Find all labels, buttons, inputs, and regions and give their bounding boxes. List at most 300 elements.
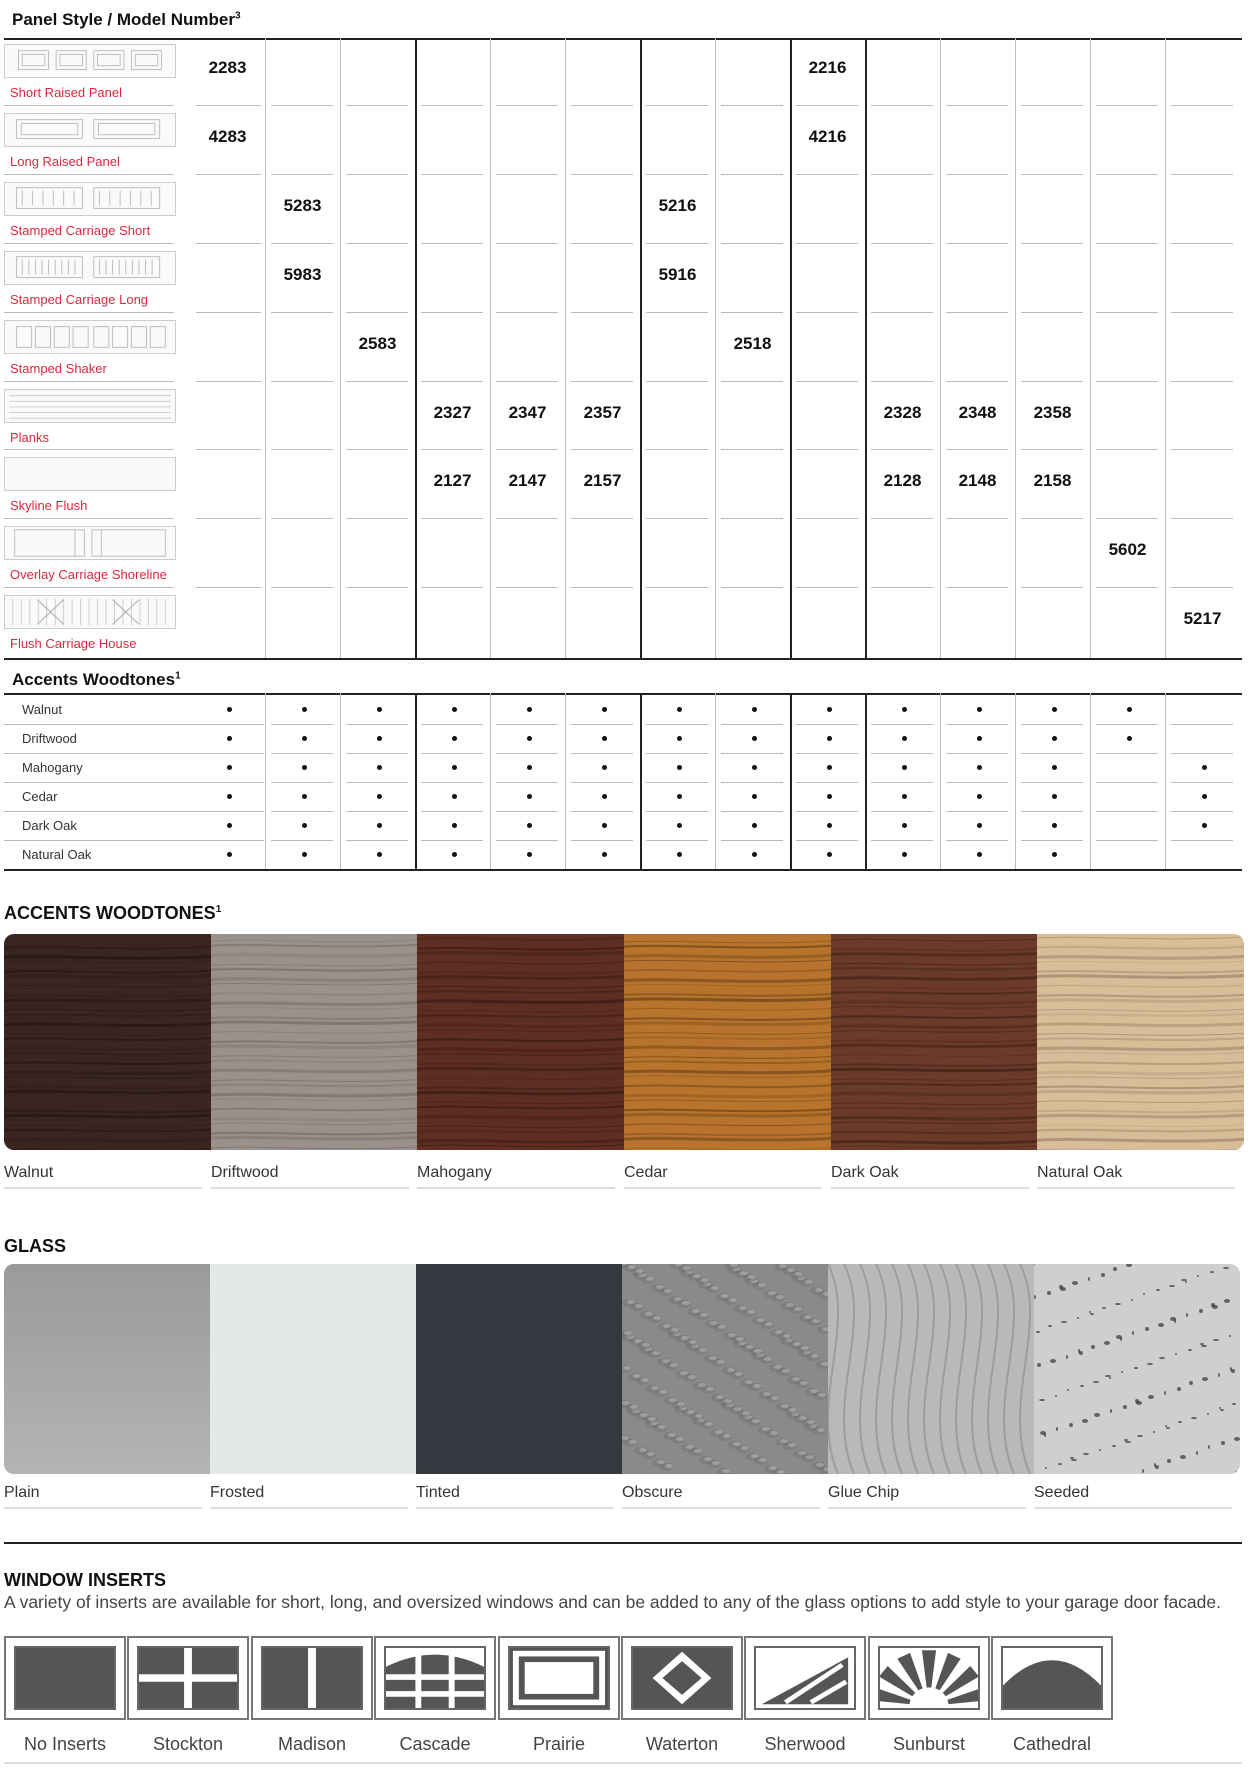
availability-dot xyxy=(302,794,307,799)
woodtone-col-rule xyxy=(565,693,566,869)
window-insert-madison xyxy=(251,1636,373,1720)
availability-dot xyxy=(527,823,532,828)
panel-style-label: Skyline Flush xyxy=(10,498,88,513)
glass-section-title xyxy=(4,1236,66,1257)
panel-row-divider xyxy=(1171,381,1233,382)
woodtone-row-divider xyxy=(496,753,558,754)
woodtone-row-divider xyxy=(646,811,708,812)
woodtone-row-label: Walnut xyxy=(22,702,62,717)
panel-style-label: Long Raised Panel xyxy=(10,154,120,169)
panel-row-divider xyxy=(271,449,333,450)
panel-row-divider xyxy=(1171,105,1233,106)
glass-swatch-frosted xyxy=(210,1264,416,1474)
panel-thumbnail-svg xyxy=(5,458,175,490)
availability-dot xyxy=(452,707,457,712)
window-insert-sunburst xyxy=(868,1636,990,1720)
panel-row-divider xyxy=(346,105,408,106)
panel-row-divider xyxy=(196,243,261,244)
availability-dot xyxy=(827,707,832,712)
panel-row-divider xyxy=(1021,312,1083,313)
panel-row-divider xyxy=(4,243,174,244)
availability-dot xyxy=(1202,823,1207,828)
window-insert-name: Waterton xyxy=(645,1734,719,1754)
woodtone-col-rule xyxy=(1090,693,1091,869)
availability-dot xyxy=(1052,736,1057,741)
panel-row-divider xyxy=(1021,105,1083,106)
woodtone-row-divider xyxy=(346,811,408,812)
cathedral-arch-icon xyxy=(1001,1646,1103,1710)
panel-col-rule xyxy=(415,38,417,658)
availability-dot xyxy=(752,852,757,857)
panel-row-divider xyxy=(346,243,408,244)
panel-table-header-text: Panel Style / Model Number xyxy=(12,10,235,29)
panel-row-divider xyxy=(4,381,174,382)
panel-row-divider xyxy=(496,243,558,244)
availability-dot xyxy=(227,765,232,770)
woodtone-row-divider xyxy=(4,724,264,725)
woodtone-row-divider xyxy=(271,782,333,783)
woodtone-col-rule xyxy=(640,693,642,869)
panel-row-divider xyxy=(571,243,633,244)
woodtone-row-divider xyxy=(271,753,333,754)
model-number: 2158 xyxy=(1033,471,1072,490)
panel-row-divider xyxy=(1096,105,1158,106)
woodtone-underline xyxy=(1037,1187,1235,1189)
panel-row-divider xyxy=(496,381,558,382)
panel-row-divider xyxy=(1021,449,1083,450)
window-insert-name: No Inserts xyxy=(23,1734,107,1754)
panel-thumbnail-svg xyxy=(5,252,175,284)
inserts-top-rule xyxy=(4,1542,1242,1544)
cascade-arch-grid-icon xyxy=(384,1646,486,1710)
panel-row-divider xyxy=(346,449,408,450)
woodtone-table-top-rule xyxy=(4,693,1242,695)
panel-row-divider xyxy=(796,518,858,519)
woodtone-underline xyxy=(417,1187,615,1189)
woodtone-row-label: Dark Oak xyxy=(22,818,77,833)
model-number: 5916 xyxy=(658,265,697,284)
panel-row-divider xyxy=(421,449,483,450)
glass-underline xyxy=(210,1507,408,1509)
woodtone-row-label: Driftwood xyxy=(22,731,77,746)
panel-row-divider xyxy=(1171,243,1233,244)
window-insert-name: Cathedral xyxy=(1012,1734,1092,1754)
woodtone-row-divider xyxy=(796,840,858,841)
availability-dot xyxy=(302,823,307,828)
prairie-border-icon-svg xyxy=(510,1648,608,1708)
panel-row-divider xyxy=(4,174,174,175)
window-insert-name: Sunburst xyxy=(892,1734,966,1754)
woodtone-col-rule xyxy=(1165,693,1166,869)
panel-col-rule xyxy=(490,38,491,658)
availability-dot xyxy=(977,852,982,857)
panel-row-divider xyxy=(496,105,558,106)
woodtone-swatch-driftwood xyxy=(211,934,418,1150)
availability-dot xyxy=(977,707,982,712)
woodtone-row-divider xyxy=(721,811,783,812)
panel-row-divider xyxy=(346,312,408,313)
woodtone-swatch-dark-oak xyxy=(831,934,1038,1150)
panel-row-divider xyxy=(1096,518,1158,519)
panel-row-divider xyxy=(796,312,858,313)
panel-row-divider xyxy=(1171,449,1233,450)
glass-swatch-obscure xyxy=(622,1264,828,1474)
woodtone-row-divider xyxy=(1021,724,1083,725)
woodtone-row-divider xyxy=(421,753,483,754)
glass-underline xyxy=(828,1507,1026,1509)
panel-thumbnail-planks xyxy=(4,389,176,423)
woodtone-col-rule xyxy=(1015,693,1016,869)
glass-texture xyxy=(828,1264,1034,1474)
panel-row-divider xyxy=(1021,381,1083,382)
panel-row-divider xyxy=(1021,587,1083,588)
panel-row-divider xyxy=(196,381,261,382)
panel-row-divider xyxy=(1096,449,1158,450)
wood-grain-texture xyxy=(417,934,624,1150)
woodtone-row-label: Mahogany xyxy=(22,760,83,775)
panel-row-divider xyxy=(421,518,483,519)
model-number: 5216 xyxy=(658,196,697,215)
woodtone-table-header xyxy=(12,670,181,690)
availability-dot xyxy=(827,852,832,857)
availability-dot xyxy=(602,707,607,712)
panel-style-label: Stamped Carriage Short xyxy=(10,223,151,238)
panel-row-divider xyxy=(196,105,261,106)
panel-row-divider xyxy=(871,381,933,382)
availability-dot xyxy=(377,823,382,828)
woodtone-name: Driftwood xyxy=(211,1164,279,1181)
woodtone-col-rule xyxy=(490,693,491,869)
model-number: 2358 xyxy=(1033,403,1072,422)
window-insert-name: Madison xyxy=(277,1734,347,1754)
availability-dot xyxy=(977,736,982,741)
woodtone-row-divider xyxy=(346,753,408,754)
availability-dot xyxy=(752,794,757,799)
availability-dot xyxy=(602,736,607,741)
panel-row-divider xyxy=(871,105,933,106)
woodtone-underline xyxy=(211,1187,409,1189)
panel-row-divider xyxy=(646,243,708,244)
woodtone-row-divider xyxy=(271,724,333,725)
panel-row-divider xyxy=(721,105,783,106)
woodtone-row-divider xyxy=(571,782,633,783)
woodtone-row-divider xyxy=(271,811,333,812)
model-number: 2348 xyxy=(958,403,997,422)
panel-row-divider xyxy=(646,105,708,106)
woodtone-row-divider xyxy=(496,724,558,725)
woodtone-row-divider xyxy=(721,753,783,754)
availability-dot xyxy=(752,736,757,741)
window-insert-name: Prairie xyxy=(532,1734,585,1754)
availability-dot xyxy=(1052,823,1057,828)
availability-dot xyxy=(302,736,307,741)
solid-pane-icon-svg xyxy=(16,1648,114,1708)
woodtone-row-divider xyxy=(421,782,483,783)
window-insert-stockton xyxy=(127,1636,249,1720)
window-insert-name: Sherwood xyxy=(764,1734,846,1754)
woodtone-col-rule xyxy=(265,693,266,869)
woodtone-row-divider xyxy=(496,811,558,812)
woodtone-row-divider xyxy=(721,782,783,783)
availability-dot xyxy=(827,794,832,799)
panel-thumbnail-short-raised-panel xyxy=(4,44,176,78)
availability-dot xyxy=(227,823,232,828)
panel-row-divider xyxy=(871,312,933,313)
panel-col-rule xyxy=(1090,38,1091,658)
availability-dot xyxy=(377,765,382,770)
availability-dot xyxy=(377,707,382,712)
woodtone-col-rule xyxy=(415,693,417,869)
panel-col-rule xyxy=(640,38,642,658)
woodtone-row-divider xyxy=(871,782,933,783)
glass-underline xyxy=(4,1507,202,1509)
woodtones-title-text: ACCENTS WOODTONES xyxy=(4,903,216,923)
availability-dot xyxy=(902,823,907,828)
panel-thumbnail-stamped-carriage-short xyxy=(4,182,176,216)
panel-row-divider xyxy=(796,587,858,588)
model-number: 2128 xyxy=(883,471,922,490)
panel-row-divider xyxy=(196,312,261,313)
panel-row-divider xyxy=(271,105,333,106)
glass-texture xyxy=(416,1264,622,1474)
model-number: 2357 xyxy=(583,403,622,422)
sunburst-rays-icon-svg xyxy=(880,1648,978,1708)
availability-dot xyxy=(827,765,832,770)
panel-row-divider xyxy=(4,449,174,450)
model-number: 4283 xyxy=(208,127,247,146)
panel-row-divider xyxy=(1096,587,1158,588)
availability-dot xyxy=(977,794,982,799)
woodtone-row-divider xyxy=(1171,782,1233,783)
panel-style-label: Short Raised Panel xyxy=(10,85,123,100)
model-number: 2347 xyxy=(508,403,547,422)
model-number: 2327 xyxy=(433,403,472,422)
stockton-grid-icon xyxy=(137,1646,239,1710)
glass-texture xyxy=(210,1264,416,1474)
woodtone-swatch-natural-oak xyxy=(1037,934,1244,1150)
wood-grain-texture xyxy=(4,934,211,1150)
panel-row-divider xyxy=(946,243,1008,244)
panel-row-divider xyxy=(196,587,261,588)
panel-table-top-rule xyxy=(4,38,1242,40)
woodtone-row-divider xyxy=(796,724,858,725)
availability-dot xyxy=(452,736,457,741)
panel-table-header-sup: 3 xyxy=(234,10,241,22)
woodtone-swatch-mahogany xyxy=(417,934,624,1150)
woodtone-table-header-sup: 1 xyxy=(175,670,181,682)
woodtone-underline xyxy=(4,1187,202,1189)
panel-row-divider xyxy=(646,518,708,519)
panel-row-divider xyxy=(1171,587,1233,588)
model-number: 5217 xyxy=(1183,609,1222,628)
woodtone-row-divider xyxy=(4,782,264,783)
wood-grain-texture xyxy=(1037,934,1244,1150)
glass-name: Glue Chip xyxy=(828,1484,900,1501)
panel-row-divider xyxy=(646,587,708,588)
panel-thumbnail-flush-carriage-house xyxy=(4,595,176,629)
woodtone-row-divider xyxy=(4,753,264,754)
availability-dot xyxy=(602,823,607,828)
panel-thumbnail-stamped-shaker xyxy=(4,320,176,354)
model-number: 2518 xyxy=(733,334,772,353)
panel-thumbnail-stamped-carriage-long xyxy=(4,251,176,285)
availability-dot xyxy=(677,852,682,857)
panel-thumbnail-svg xyxy=(5,321,175,353)
woodtone-row-divider xyxy=(1171,753,1233,754)
availability-dot xyxy=(452,765,457,770)
panel-row-divider xyxy=(421,243,483,244)
woodtone-row-divider xyxy=(421,811,483,812)
panel-style-label: Flush Carriage House xyxy=(10,636,137,651)
panel-row-divider xyxy=(1021,174,1083,175)
model-number: 5602 xyxy=(1108,540,1147,559)
panel-row-divider xyxy=(346,381,408,382)
availability-dot xyxy=(527,736,532,741)
panel-row-divider xyxy=(271,174,333,175)
model-number: 2147 xyxy=(508,471,547,490)
woodtones-title-sup: 1 xyxy=(215,904,222,915)
glass-name: Tinted xyxy=(416,1484,460,1501)
availability-dot xyxy=(677,736,682,741)
glass-swatch-glue-chip xyxy=(828,1264,1034,1474)
woodtone-row-divider xyxy=(721,724,783,725)
model-number: 2157 xyxy=(583,471,622,490)
availability-dot xyxy=(227,707,232,712)
panel-row-divider xyxy=(571,381,633,382)
woodtone-swatch-strip xyxy=(4,934,1244,1150)
glass-name: Obscure xyxy=(622,1484,683,1501)
woodtone-row-divider xyxy=(346,724,408,725)
panel-col-rule xyxy=(940,38,941,658)
availability-dot xyxy=(602,852,607,857)
availability-dot xyxy=(677,823,682,828)
panel-table-bottom-rule xyxy=(4,658,1242,660)
glass-texture xyxy=(4,1264,210,1474)
panel-row-divider xyxy=(796,243,858,244)
panel-col-rule xyxy=(865,38,867,658)
panel-row-divider xyxy=(946,587,1008,588)
availability-dot xyxy=(677,765,682,770)
window-inserts-title: WINDOW INSERTS xyxy=(4,1570,166,1590)
woodtone-row-divider xyxy=(1021,753,1083,754)
glass-swatch-tinted xyxy=(416,1264,622,1474)
woodtone-row-divider xyxy=(946,840,1008,841)
availability-dot xyxy=(527,794,532,799)
availability-dot xyxy=(1127,707,1132,712)
availability-dot xyxy=(1052,794,1057,799)
woodtone-table-bottom-rule xyxy=(4,869,1242,871)
panel-row-divider xyxy=(796,449,858,450)
panel-row-divider xyxy=(646,381,708,382)
availability-dot xyxy=(302,765,307,770)
woodtone-row-divider xyxy=(571,840,633,841)
panel-row-divider xyxy=(421,587,483,588)
panel-thumbnail-overlay-carriage-shoreline xyxy=(4,526,176,560)
availability-dot xyxy=(527,707,532,712)
panel-thumbnail-svg xyxy=(5,527,175,559)
panel-thumbnail-svg xyxy=(5,390,175,422)
woodtone-col-rule xyxy=(340,693,341,869)
sherwood-fan-icon-svg xyxy=(756,1648,854,1708)
window-insert-name: Cascade xyxy=(399,1734,471,1754)
availability-dot xyxy=(452,852,457,857)
availability-dot xyxy=(752,765,757,770)
woodtone-name: Natural Oak xyxy=(1037,1164,1123,1181)
woodtone-row-divider xyxy=(871,840,933,841)
panel-row-divider xyxy=(871,174,933,175)
panel-row-divider xyxy=(496,449,558,450)
waterton-diamond-icon-svg xyxy=(633,1648,731,1708)
panel-thumbnail-skyline-flush xyxy=(4,457,176,491)
panel-row-divider xyxy=(271,243,333,244)
woodtone-row-divider xyxy=(646,724,708,725)
panel-row-divider xyxy=(1096,381,1158,382)
panel-thumbnail-svg xyxy=(5,596,175,628)
panel-row-divider xyxy=(421,174,483,175)
wood-grain-texture xyxy=(624,934,831,1150)
woodtone-underline xyxy=(831,1187,1029,1189)
panel-thumbnail-svg xyxy=(5,114,175,146)
woodtone-swatch-walnut xyxy=(4,934,211,1150)
availability-dot xyxy=(452,823,457,828)
panel-row-divider xyxy=(871,449,933,450)
window-insert-no-inserts xyxy=(4,1636,126,1720)
woodtone-row-divider xyxy=(346,840,408,841)
window-insert-prairie xyxy=(498,1636,620,1720)
woodtone-table-header-text: Accents Woodtones xyxy=(12,670,176,689)
wood-grain-texture xyxy=(831,934,1038,1150)
waterton-diamond-icon xyxy=(631,1646,733,1710)
availability-dot xyxy=(977,823,982,828)
availability-dot xyxy=(1127,736,1132,741)
availability-dot xyxy=(902,765,907,770)
panel-row-divider xyxy=(571,174,633,175)
panel-row-divider xyxy=(721,381,783,382)
woodtone-row-label: Cedar xyxy=(22,789,58,804)
panel-row-divider xyxy=(946,381,1008,382)
availability-dot xyxy=(527,852,532,857)
woodtone-underline xyxy=(624,1187,822,1189)
panel-row-divider xyxy=(646,174,708,175)
panel-col-rule xyxy=(1165,38,1166,658)
panel-row-divider xyxy=(571,449,633,450)
model-number: 2328 xyxy=(883,403,922,422)
window-insert-cascade xyxy=(374,1636,496,1720)
window-insert-cathedral xyxy=(991,1636,1113,1720)
woodtone-row-divider xyxy=(1021,811,1083,812)
model-number: 5283 xyxy=(283,196,322,215)
panel-row-divider xyxy=(721,174,783,175)
panel-row-divider xyxy=(796,105,858,106)
woodtone-row-divider xyxy=(796,811,858,812)
woodtone-row-divider xyxy=(271,840,333,841)
panel-style-label: Planks xyxy=(10,430,50,445)
availability-dot xyxy=(602,765,607,770)
panel-row-divider xyxy=(1096,243,1158,244)
panel-row-divider xyxy=(1171,312,1233,313)
panel-row-divider xyxy=(1171,174,1233,175)
window-insert-waterton xyxy=(621,1636,743,1720)
woodtone-row-divider xyxy=(871,724,933,725)
woodtone-name: Walnut xyxy=(4,1164,54,1181)
availability-dot xyxy=(902,736,907,741)
glass-name: Frosted xyxy=(210,1484,265,1501)
glass-texture xyxy=(622,1264,828,1474)
woodtone-row-divider xyxy=(871,753,933,754)
woodtone-row-divider xyxy=(1171,811,1233,812)
panel-row-divider xyxy=(721,243,783,244)
availability-dot xyxy=(677,707,682,712)
